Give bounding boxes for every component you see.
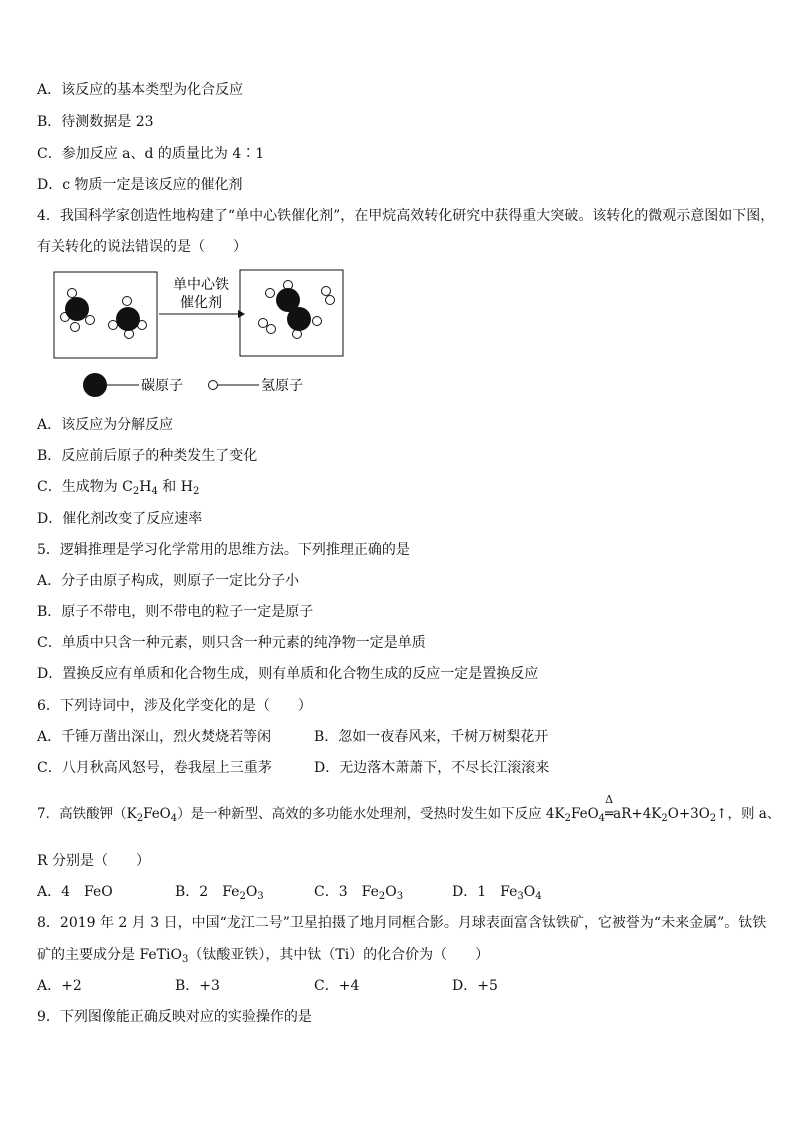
q3-option-c: C．参加反应 a、d 的质量比为 4∶1 [37,146,265,162]
product-molecule-h2 [322,287,335,305]
q7-option-c: C．3 $Fe_2O_3$ [314,884,404,902]
q8-sub: 3 [181,954,189,965]
reactant-molecule-1 [61,289,95,332]
q7-sub: 2 [564,813,571,824]
q3-option-a: A．该反应的基本类型为化合反应 [37,82,244,98]
q4-option-a: A．该反应为分解反应 [37,417,174,433]
q7-sub: 4 [170,813,178,824]
heating-condition: Δ ═ [605,793,614,822]
carbon-atom [287,307,311,331]
q7-stem-line1 [37,793,781,824]
q5-option-b: B．原子不带电，则不带电的粒子一定是原子 [37,604,314,620]
q7-text: FeO [570,806,599,822]
carbon-atom [65,297,89,321]
q6-option-b: B．忽如一夜春风来，千树万树梨花开 [314,729,549,745]
reaction-diagram-svg [40,262,370,402]
q4-micro-diagram [40,262,370,402]
q8-text: 矿的主要成分是 FeTiO [37,947,182,963]
q5-option-c: C．单质中只含一种元素，则只含一种元素的纯净物一定是单质 [37,635,426,651]
q7-stem-line2: R 分别是（ ） [37,853,150,869]
q7-sub: 2 [661,813,668,824]
catalyst-label-2: 催化剂 [180,295,222,311]
legend-carbon-icon [83,373,107,397]
q7-text: ↑，则 a、 [716,806,781,822]
q4-c-text: 和 H [157,479,193,495]
q8-option-a: A．+2 [37,978,82,994]
q7-sub: 4 [598,813,606,824]
q4-stem-line1: 4．我国科学家创造性地构建了“单中心铁催化剂”，在甲烷高效转化研究中获得重大突破。该转化的微观示意图如下图， [37,208,775,224]
q8-option-b: B．+3 [175,978,220,994]
q4-c-sub: 2 [192,486,200,497]
q7-c-sub: 3 [396,891,404,902]
arrow-head-icon [238,310,245,318]
q6-option-d: D．无边落木萧萧下，不尽长江滚滚来 [314,760,550,776]
q5-stem: 5．逻辑推理是学习化学常用的思维方法。下列推理正确的是 [37,542,410,558]
q7-b-text: B．2 Fe [175,884,240,900]
q6-option-a: A．千锤万凿出深山，烈火焚烧若等闲 [37,729,272,745]
delta-symbol: Δ [605,793,614,806]
q8-option-c: C．+4 [314,978,360,994]
q4-option-c [37,478,199,496]
q7-option-b: B．2 $Fe_2O_3$ [175,884,264,902]
catalyst-label-1: 单中心铁 [173,277,229,293]
q4-c-text: H [139,479,152,495]
q8-stem-line2 [37,946,489,964]
q5-option-a: A．分子由原子构成，则原子一定比分子小 [37,573,300,589]
q7-b-sub: 3 [257,891,264,902]
q4-c-sub: 4 [151,486,158,497]
q7-sub: 2 [136,813,144,824]
q8-stem-line1: 8．2019 年 2 月 3 日，中国“龙江二号”卫星拍摄了地月同框合影。月球表面富含钛铁矿，它被誉为“未来金属”。钛铁 [37,915,767,931]
q7-option-a: A．4 FeO [37,884,113,900]
q5-option-d: D．置换反应有单质和化合物生成，则有单质和化合物生成的反应一定是置换反应 [37,666,539,682]
q8-option-d: D．+5 [452,978,498,994]
q7-sub: 2 [709,813,717,824]
q6-option-c: C．八月秋高风怒号，卷我屋上三重茅 [37,760,272,776]
q7-d-text: D．1 Fe [452,884,518,900]
q4-c-sub: 2 [132,486,140,497]
q4-option-b: B．反应前后原子的种类发生了变化 [37,448,258,464]
q8-text: （钛酸亚铁），其中钛（Ti）的化合价为（ ） [188,947,490,963]
q3-option-b: B．待测数据是 23 [37,114,154,130]
legend-hydrogen-icon [209,381,218,390]
legend-hydrogen-label: 氢原子 [261,378,303,394]
q7-d-sub: 4 [535,891,542,902]
q7-text: FeO [143,806,171,822]
q7-option-d: D．1 $Fe_3O_4$ [452,884,542,902]
q4-stem-line2: 有关转化的说法错误的是（ ） [37,239,247,255]
reactant-molecule-2 [109,297,147,339]
q7-c-text: C．3 Fe [314,884,379,900]
q7-text: O+3O [667,806,710,822]
carbon-atom [116,307,140,331]
q3-option-d: D．c 物质一定是该反应的催化剂 [37,177,243,193]
q7-text: 7．高铁酸钾（K [37,806,137,822]
legend-carbon-label: 碳原子 [141,378,183,394]
q9-stem: 9．下列图像能正确反映对应的实验操作的是 [37,1009,312,1025]
q4-c-text: C．生成物为 C [37,479,133,495]
product-molecule-h2-2 [259,319,276,334]
q7-text: ）是一种新型、高效的多功能水处理剂，受热时发生如下反应 4K [177,806,565,822]
q6-stem: 6．下列诗词中，涉及化学变化的是（ ） [37,698,312,714]
q7-text: aR+4K [613,806,662,822]
q4-option-d: D．催化剂改变了反应速率 [37,511,203,527]
